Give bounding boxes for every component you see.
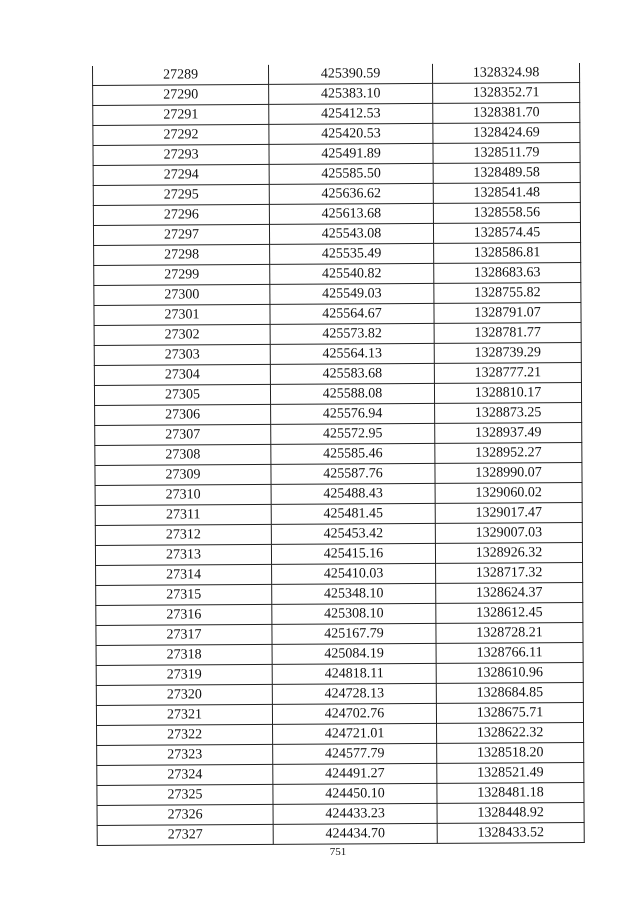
point-id-cell: 27301 [94,304,270,325]
y-coordinate-cell: 1328610.96 [436,663,583,684]
y-coordinate-cell: 1328324.98 [432,63,579,83]
point-id-cell: 27323 [97,744,273,765]
point-id-cell: 27311 [95,504,271,525]
table-row [95,423,582,446]
y-coordinate-cell: 1328739.29 [434,343,581,364]
y-coordinate-cell: 1328612.45 [436,603,583,624]
table-row [93,103,580,126]
point-id-cell: 27303 [94,344,270,365]
table-row [96,563,583,586]
x-coordinate-cell: 425549.03 [270,283,434,304]
y-coordinate-cell: 1328424.69 [433,123,580,144]
x-coordinate-cell: 425564.13 [270,343,434,364]
x-coordinate-cell: 424721.01 [273,723,437,744]
y-coordinate-cell: 1328586.81 [434,243,581,264]
table-row [94,363,581,386]
point-id-cell: 27326 [97,804,273,825]
table-row [97,723,584,746]
y-coordinate-cell: 1328574.45 [433,223,580,244]
point-id-cell: 27325 [97,784,273,805]
table-row [95,503,582,526]
x-coordinate-cell: 424450.10 [273,783,437,804]
y-coordinate-cell: 1328481.18 [437,783,584,804]
table-row [95,403,582,426]
y-coordinate-cell: 1328489.58 [433,163,580,184]
y-coordinate-cell: 1328684.85 [436,683,583,704]
point-id-cell: 27324 [97,764,273,785]
table-row [94,243,581,266]
point-id-cell: 27299 [94,264,270,285]
y-coordinate-cell: 1328873.25 [435,403,582,424]
x-coordinate-cell: 425412.53 [269,103,433,124]
x-coordinate-cell: 425390.59 [268,64,432,85]
table-row [92,63,579,85]
point-id-cell: 27322 [97,724,273,745]
x-coordinate-cell: 425481.45 [271,503,435,524]
x-coordinate-cell: 425308.10 [272,603,436,624]
y-coordinate-cell: 1328926.32 [435,543,582,564]
x-coordinate-cell: 424702.76 [272,703,436,724]
x-coordinate-cell: 425636.62 [269,183,433,204]
y-coordinate-cell: 1328717.32 [436,563,583,584]
point-id-cell: 27318 [96,644,272,665]
y-coordinate-cell: 1328622.32 [437,723,584,744]
x-coordinate-cell: 425535.49 [270,243,434,264]
x-coordinate-cell: 425491.89 [269,143,433,164]
table-row [96,703,583,726]
y-coordinate-cell: 1328511.79 [433,143,580,164]
x-coordinate-cell: 425585.46 [271,443,435,464]
point-id-cell: 27306 [95,404,271,425]
x-coordinate-cell: 425583.68 [270,363,434,384]
point-id-cell: 27296 [93,204,269,225]
y-coordinate-cell: 1328791.07 [434,303,581,324]
x-coordinate-cell: 425084.19 [272,643,436,664]
point-id-cell: 27327 [97,824,273,845]
table-row [94,383,581,406]
y-coordinate-cell: 1328521.49 [437,763,584,784]
x-coordinate-cell: 425543.08 [269,223,433,244]
x-coordinate-cell: 425488.43 [271,483,435,504]
x-coordinate-cell: 425420.53 [269,123,433,144]
y-coordinate-cell: 1328755.82 [434,283,581,304]
y-coordinate-cell: 1328541.48 [433,183,580,204]
point-id-cell: 27320 [96,684,272,705]
table-row [94,263,581,286]
table-row [97,743,584,766]
table-row [93,83,580,106]
point-id-cell: 27293 [93,144,269,165]
point-id-cell: 27295 [93,184,269,205]
y-coordinate-cell: 1328766.11 [436,643,583,664]
table-row [93,163,580,186]
point-id-cell: 27291 [93,104,269,125]
table-row [97,823,584,846]
page-number: 751 [329,846,347,858]
x-coordinate-cell: 424577.79 [273,743,437,764]
table-row [93,223,580,246]
table-row [96,583,583,606]
y-coordinate-cell: 1328777.21 [434,363,581,384]
point-id-cell: 27294 [93,164,269,185]
x-coordinate-cell: 425573.82 [270,323,434,344]
point-id-cell: 27302 [94,324,270,345]
x-coordinate-cell: 425540.82 [270,263,434,284]
y-coordinate-cell: 1328352.71 [433,83,580,104]
point-id-cell: 27310 [95,484,271,505]
table-row [96,643,583,666]
x-coordinate-cell: 425587.76 [271,463,435,484]
y-coordinate-cell: 1328433.52 [437,823,584,844]
y-coordinate-cell: 1328810.17 [434,383,581,404]
x-coordinate-cell: 425410.03 [272,563,436,584]
table-row [96,663,583,686]
point-id-cell: 27316 [96,604,272,625]
point-id-cell: 27313 [95,544,271,565]
x-coordinate-cell: 424728.13 [272,683,436,704]
x-coordinate-cell: 424433.23 [273,803,437,824]
y-coordinate-cell: 1328990.07 [435,463,582,484]
y-coordinate-cell: 1328448.92 [437,803,584,824]
y-coordinate-cell: 1328683.63 [434,263,581,284]
y-coordinate-cell: 1329060.02 [435,483,582,504]
table-row [97,763,584,786]
x-coordinate-cell: 425572.95 [271,423,435,444]
table-row [97,783,584,806]
point-id-cell: 27307 [95,424,271,445]
point-id-cell: 27321 [96,704,272,725]
point-id-cell: 27317 [96,624,272,645]
x-coordinate-cell: 425348.10 [272,583,436,604]
x-coordinate-cell: 424818.11 [272,663,436,684]
x-coordinate-cell: 425585.50 [269,163,433,184]
table-row [95,523,582,546]
x-coordinate-cell: 425453.42 [271,523,435,544]
x-coordinate-cell: 425564.67 [270,303,434,324]
table-row [95,443,582,466]
coordinates-table [92,63,585,846]
x-coordinate-cell: 424434.70 [273,823,437,844]
y-coordinate-cell: 1328728.21 [436,623,583,644]
table-row [95,543,582,566]
y-coordinate-cell: 1328381.70 [433,103,580,124]
y-coordinate-cell: 1328624.37 [436,583,583,604]
y-coordinate-cell: 1328518.20 [437,743,584,764]
table-row [94,343,581,366]
point-id-cell: 27290 [93,84,269,105]
table-row [93,203,580,226]
point-id-cell: 27309 [95,464,271,485]
table-row [95,483,582,506]
y-coordinate-cell: 1328937.49 [435,423,582,444]
point-id-cell: 27312 [95,524,271,545]
point-id-cell: 27304 [94,364,270,385]
coordinates-table-body [92,63,584,845]
x-coordinate-cell: 425167.79 [272,623,436,644]
x-coordinate-cell: 425613.68 [269,203,433,224]
x-coordinate-cell: 425576.94 [271,403,435,424]
point-id-cell: 27292 [93,124,269,145]
x-coordinate-cell: 425383.10 [269,83,433,104]
point-id-cell: 27308 [95,444,271,465]
point-id-cell: 27319 [96,664,272,685]
y-coordinate-cell: 1329017.47 [435,503,582,524]
point-id-cell: 27297 [93,224,269,245]
y-coordinate-cell: 1328558.56 [433,203,580,224]
table-row [96,603,583,626]
table-row [96,683,583,706]
point-id-cell: 27289 [92,65,268,86]
table-row [94,303,581,326]
point-id-cell: 27300 [94,284,270,305]
table-row [96,623,583,646]
table-row [94,323,581,346]
table-row [97,803,584,826]
x-coordinate-cell: 425588.08 [270,383,434,404]
point-id-cell: 27298 [94,244,270,265]
y-coordinate-cell: 1328781.77 [434,323,581,344]
y-coordinate-cell: 1329007.03 [435,523,582,544]
y-coordinate-cell: 1328675.71 [436,703,583,724]
point-id-cell: 27315 [96,584,272,605]
x-coordinate-cell: 424491.27 [273,763,437,784]
table-row [93,183,580,206]
table-row [95,463,582,486]
y-coordinate-cell: 1328952.27 [435,443,582,464]
point-id-cell: 27314 [96,564,272,585]
table-row [93,123,580,146]
table-row [94,283,581,306]
x-coordinate-cell: 425415.16 [271,543,435,564]
point-id-cell: 27305 [94,384,270,405]
table-row [93,143,580,166]
